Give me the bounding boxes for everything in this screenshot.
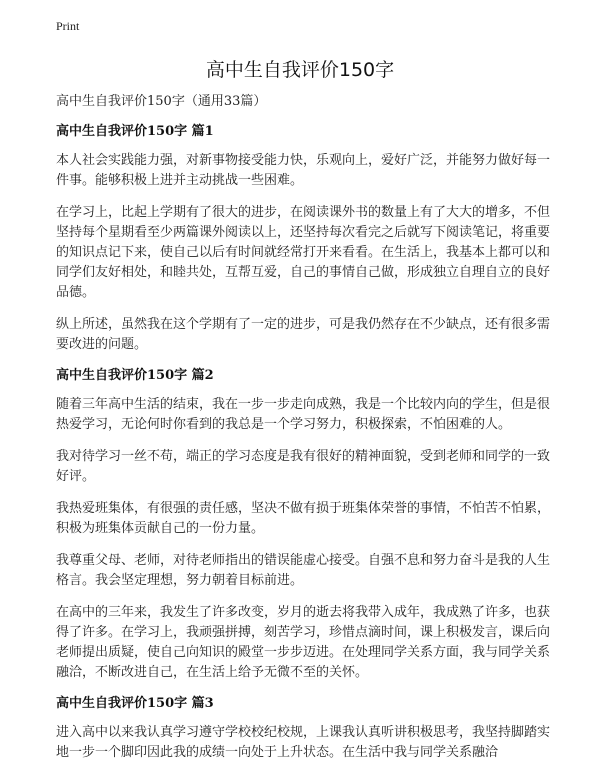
section-2-paragraph-4: 我尊重父母、老师，对待老师指出的错误能虚心接受。自强不息和努力奋斗是我的人生格言。我会坚定理想，努力朝着目标前进。 [56,553,551,588]
section-heading-3: 高中生自我评价150字 篇3 [56,696,214,711]
section-heading-2: 高中生自我评价150字 篇2 [56,368,214,383]
section-2-paragraph-3: 我热爱班集体，有很强的责任感，坚决不做有损于班集体荣誉的事情，不怕苦不怕累，积极为班集体贡献自己的一份力量。 [56,501,551,536]
section-2-paragraph-1: 随着三年高中生活的结束，我在一步一步走向成熟，我是一个比较内向的学生，但是很热爱学习，无论何时你看到的我总是一个学习努力，积极探索，不怕困难的人。 [56,397,551,432]
article-subtitle: 高中生自我评价150字（通用33篇） [56,94,267,109]
section-1-paragraph-3: 纵上所述，虽然我在这个学期有了一定的进步，可是我仍然存在不少缺点，还有很多需要改进的问题。 [56,317,551,352]
print-link[interactable]: Print [56,19,80,33]
section-1-paragraph-1: 本人社会实践能力强，对新事物接受能力快，乐观向上，爱好广泛，并能努力做好每一件事。能够积极上进并主动挑战一些困难。 [56,153,551,188]
article-body [56,93,550,763]
section-2-paragraph-2: 我对待学习一丝不苟，端正的学习态度是我有很好的精神面貌，受到老师和同学的一致好评。 [56,449,551,484]
section-heading-1: 高中生自我评价150字 篇1 [56,124,214,139]
page-title: 高中生自我评价150字 [205,59,395,81]
section-2-paragraph-5: 在高中的三年来，我发生了许多改变，岁月的逝去将我带入成年，我成熟了许多，也获得了许多。在学习上，我顽强拼搏，刻苦学习，珍惜点滴时间，课上积极发言，课后向老师提出质疑，使自己向知识的殿堂一步步迈进。在处理同学关系方面，我与同学关系融洽，不断改进自己，在生活上给予无微不至的关怀。 [56,605,551,680]
section-1-paragraph-2: 在学习上，比起上学期有了很大的进步，在阅读课外书的数量上有了大大的增多，不但坚持每个星期看至少两篇课外阅读以上，还坚持每次看完之后就写下阅读笔记，将重要的知识点记下来，使自己以后有时间就经常打开来看看。在生活上，我基本上都可以和同学们友好相处，和睦共处，互帮互爱，自己的事情自己做，形成独立自理自立的良好品德。 [56,205,551,300]
section-3-paragraph-1: 进入高中以来我认真学习遵守学校校纪校规，上课我认真听讲积极思考，我坚持脚踏实地一步一个脚印因此我的成绩一向处于上升状态。在生活中我与同学关系融洽 [56,725,551,760]
